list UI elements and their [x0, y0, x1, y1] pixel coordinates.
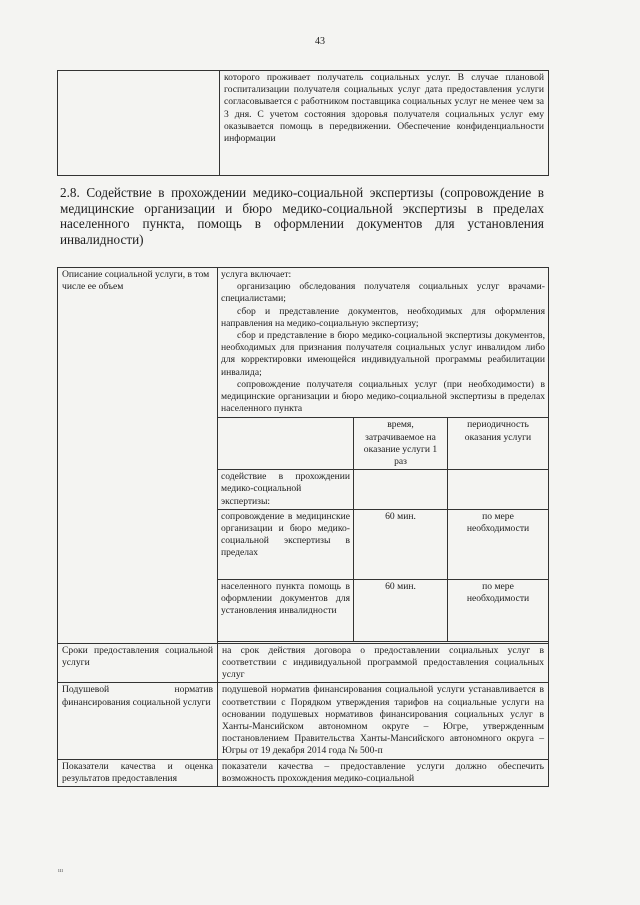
table-row [218, 579, 549, 641]
row-label: Описание социальной услуги, в том числе ее объем [58, 268, 218, 644]
continuation-text: которого проживает получатель социальных услуг. В случае плановой госпитализации получателя социальных услуг дата предоставления услуги согласовывается с работником поставщика социальных услуг не менее чем за 3 дня. С учетом состояния здоровья получателя социальных услуг ему оказывается помощь в передвижении. Обеспечение конфиденциальности информации [220, 71, 549, 176]
inner-cell: по мере необходимости [448, 579, 549, 641]
table-row [58, 683, 549, 759]
table-row [58, 643, 549, 683]
description-item: сбор и представление в бюро медико-социальной экспертизы документов, необходимых для признания получателя социальных услуг инвалидом либо для корректировки имеющейся индивидуальной программы реабилитации инвалида; [221, 330, 545, 378]
continuation-label-cell [58, 71, 220, 176]
description-intro: услуга включает: [221, 269, 292, 280]
inner-cell: 60 мин. [354, 509, 448, 579]
inner-cell: содействие в прохождении медико-социальной экспертизы: [218, 470, 354, 510]
row-label: Подушевой норматив финансирования социальной услуги [58, 683, 218, 759]
row-text: на срок действия договора о предоставлении социальных услуг в соответствии с индивидуальной программой предоставления социальных услуг [218, 643, 549, 683]
inner-cell [448, 470, 549, 510]
service-table [57, 267, 549, 787]
inner-header-cell: периодичность оказания услуги [448, 418, 549, 470]
inner-header-cell [218, 418, 354, 470]
time-table [217, 417, 549, 641]
description-item: организацию обследования получателя социальных услуг врачами-специалистами; [221, 281, 545, 305]
row-text: показатели качества – предоставление услуги должно обеспечить возможность прохождения медико-социальной [218, 759, 549, 786]
table-row [218, 470, 549, 510]
page-number: 43 [315, 36, 325, 47]
inner-cell: сопровождение в медицинские организации и бюро медико-социальной экспертизы в пределах [218, 509, 354, 579]
table-row [218, 418, 549, 470]
section-heading: 2.8. Содействие в прохождении медико-социальной экспертизы (сопровождение в медицинские организации и бюро медико-социальной экспертизы в пределах населенного пункта, помощь в оформлении документов для установления инвалидности) [60, 185, 544, 247]
row-text: подушевой норматив финансирования социальной услуги устанавливается в соответствии с Порядком утверждения тарифов на социальные услуги на основании подушевых нормативов финансирования социальных услуг в Ханты-Мансийском автономном округе – Югре, утвержденным постановлением Правительства Ханты-Мансийского автономного округа – Югры от 19 декабря 2014 года № 500-п [218, 683, 549, 759]
row-label: Показатели качества и оценка результатов предоставления [58, 759, 218, 786]
inner-cell [354, 470, 448, 510]
inner-cell: по мере необходимости [448, 509, 549, 579]
continuation-table [57, 70, 549, 176]
row-label: Сроки предоставления социальной услуги [58, 643, 218, 683]
description-item: сбор и представление документов, необходимых для оформления направления на медико-социальную экспертизу; [221, 305, 545, 329]
description-cell [218, 268, 549, 644]
table-row [218, 509, 549, 579]
footer-mark: ııı [58, 868, 64, 874]
inner-cell: 60 мин. [354, 579, 448, 641]
inner-header-cell: время, затрачиваемое на оказание услуги 1 раз [354, 418, 448, 470]
table-row [58, 759, 549, 786]
table-row [58, 268, 549, 644]
description-item: сопровождение получателя социальных услуг (при необходимости) в медицинские организации и бюро медико-социальной экспертизы в пределах населенного пункта [221, 378, 545, 415]
inner-cell: населенного пункта помощь в оформлении документов для установления инвалидности [218, 579, 354, 641]
